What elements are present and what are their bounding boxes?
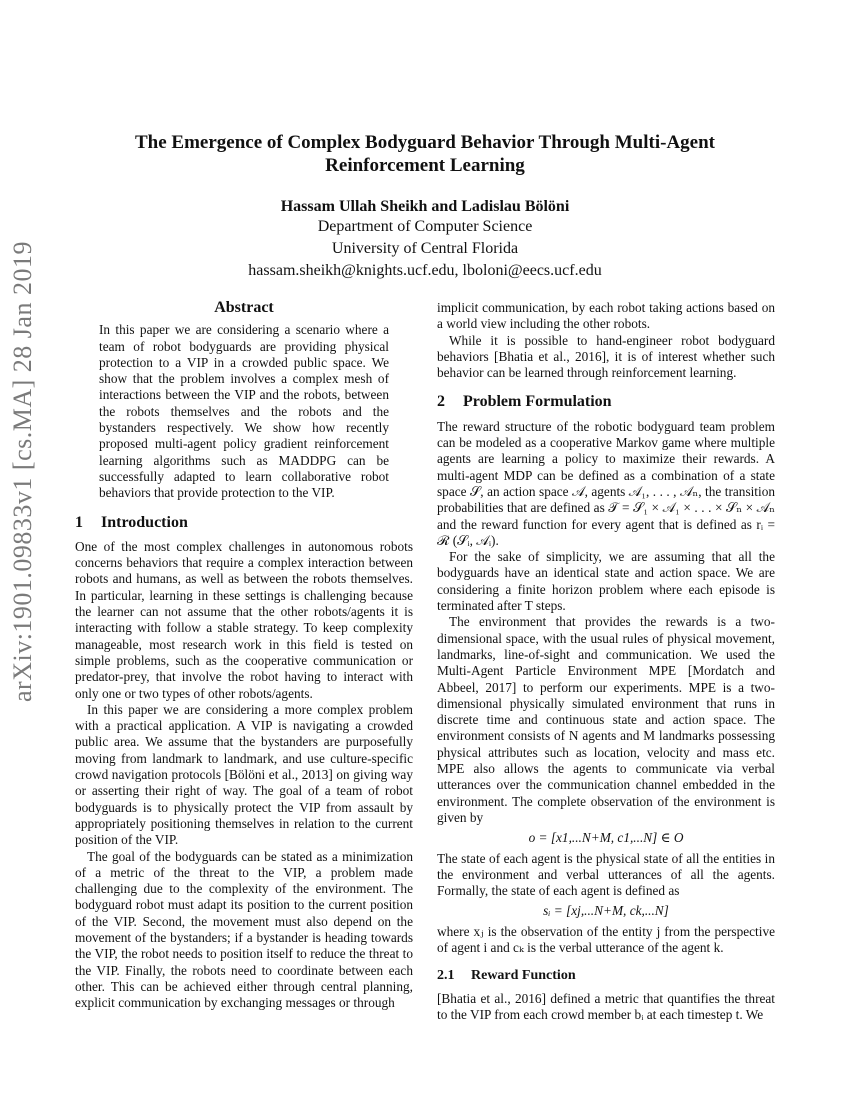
- equation: sᵢ = [xj,...N+M, ck,...N]: [543, 903, 669, 919]
- right-column: [437, 300, 775, 1023]
- subsection-title: Reward Function: [471, 968, 576, 984]
- arxiv-id: arXiv:1901.09833v1 [cs.MA] 28 Jan 2019: [8, 241, 37, 702]
- section-heading: [75, 515, 413, 531]
- paragraph: One of the most complex challenges in autonomous robots concerns behaviors that require a complex interaction between robots and humans, as well as between the robots themselves. In particular, learning in these settings is challenging because the learner can not assume that the other robots/agents it is interacting with follow a stable strategy. To keep complexity manageable, most research work in this field is tested on simple problems, such as the cooperative communication or predator-prey, that involve the robot having to interact with only one or two types of other robots/agents.: [75, 538, 413, 701]
- arxiv-watermark: [8, 241, 48, 702]
- subsection-number: 2.1: [437, 968, 455, 984]
- authors: Hassam Ullah Sheikh and Ladislau Bölöni: [280, 198, 570, 215]
- abstract-heading: Abstract: [214, 299, 274, 316]
- paragraph: While it is possible to hand-engineer robot bodyguard behaviors [Bhatia et al., 2016], it is of interest whether such behavior can be learned through reinforcement learning.: [437, 332, 775, 381]
- paragraph: where xⱼ is the observation of the entity j from the perspective of agent i and cₖ is the verbal utterance of the agent k.: [437, 923, 775, 955]
- paragraph: For the sake of simplicity, we are assuming that all the bodyguards have an identical state and action space. We are considering a finite horizon problem where each episode is terminated after T steps.: [437, 549, 775, 614]
- paragraph: The goal of the bodyguards can be stated as a minimization of a metric of the threat to the VIP, a problem made challenging due to the complexity of the environment. The bodyguard robot must adapt its position to the current position of the VIP. Second, the movement must also depend on the movement of the bystanders; if a bystander is heading towards the VIP, the robot needs to position itself to reduce the threat to the VIP. Finally, the robots need to coordinate between each other. This can be achieved either through central planning, explicit communication by exchanging messages or through: [75, 848, 413, 1011]
- section-title: Introduction: [101, 513, 188, 531]
- left-column: [75, 300, 413, 1011]
- abstract-text: In this paper we are considering a scenario where a team of robot bodyguards are providing physical protection to a VIP in a crowded public space. We show that the problem involves a complex mesh of interactions between the VIP and the robots, between the robots themselves and the robots and the bystanders respectively. We show how recently proposed multi-agent policy gradient reinforcement learning algorithms such as MADDPG can be successfully adapted to learn collaborative robot behaviors that provide protection to the VIP.: [99, 322, 389, 501]
- paragraph: [Bhatia et al., 2016] defined a metric that quantifies the threat to the VIP from each crowd member bᵢ at each timestep t. We: [437, 990, 775, 1022]
- paper-header: [75, 131, 775, 282]
- paragraph: The state of each agent is the physical state of all the entities in the environment and verbal utterances of all the agents. Formally, the state of each agent is defined as: [437, 850, 775, 899]
- section-heading: [437, 394, 775, 410]
- paragraph: In this paper we are considering a more complex problem with a practical application. A VIP is navigating a crowded public area. We assume that the bystanders are purposefully moving from landmark to landmark, and use culture-specific crowd navigation protocols [Bölöni et al., 2013] on giving way or asserting their right of way. The goal of a team of robot bodyguards is to physically protect the VIP from assault by appropriately positioning themselves in relation to the current position of the VIP.: [75, 701, 413, 848]
- paper-title: The Emergence of Complex Bodyguard Behavior Through Multi-Agent Reinforcement Learning: [134, 132, 716, 176]
- paragraph: The environment that provides the rewards is a two-dimensional space, with the usual rules of physical movement, landmarks, line-of-sight and communication. We used the Multi-Agent Particle Environment MPE [Mordatch and Abbeel, 2017] to perform our experiments. MPE is a two-dimensional physically simulated environment that runs in discrete time and continuous state and action space. The environment consists of N agents and M landmarks possessing physical attributes such as location, velocity and mass etc. MPE also allows the agents to communicate via verbal utterances over the communication channel embedded in the environment. The complete observation of the environment is given by: [437, 614, 775, 825]
- paragraph: implicit communication, by each robot taking actions based on a world view including the other robots.: [437, 300, 775, 332]
- paragraph: The reward structure of the robotic bodyguard team problem can be modeled as a cooperative Markov game where multiple agents are learning a policy to maximize their rewards. A multi-agent MDP can be defined as a combination of a state space 𝒮, an action space 𝒜, agents 𝒜₁, . . . , 𝒜ₙ, the transition probabilities that are defined as 𝒯 = 𝒮₁ × 𝒜₁ × . . . × 𝒮ₙ × 𝒜ₙ and the reward function for every agent that is defined as rᵢ = ℛ (𝒮ᵢ, 𝒜ᵢ).: [437, 418, 775, 548]
- subsection-heading: [437, 968, 775, 984]
- section-title: Problem Formulation: [463, 393, 612, 411]
- university: University of Central Florida: [331, 240, 519, 257]
- section-number: 2: [437, 393, 445, 411]
- emails: hassam.sheikh@knights.ucf.edu, lboloni@eecs.ucf.edu: [248, 262, 602, 279]
- section-number: 1: [75, 513, 83, 531]
- equation: o = [x1,...N+M, c1,...N] ∈ O: [528, 830, 684, 846]
- department: Department of Computer Science: [317, 218, 533, 235]
